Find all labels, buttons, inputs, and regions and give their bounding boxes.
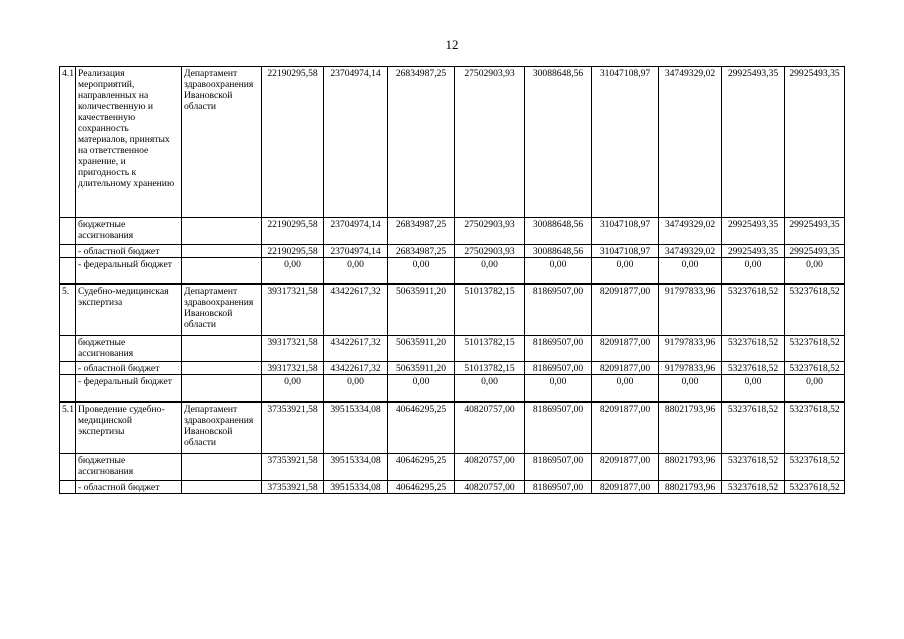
value-cell: 40646295,25 — [388, 481, 455, 494]
table-row — [60, 481, 845, 494]
value-cell: 29925493,35 — [722, 245, 785, 258]
value-cell: 50635911,20 — [388, 284, 455, 336]
value-cell: 53237618,52 — [722, 454, 785, 481]
value-cell: 0,00 — [324, 258, 388, 284]
value-cell: 37353921,58 — [262, 454, 324, 481]
row-department — [182, 336, 262, 362]
row-name: - областной бюджет — [76, 362, 182, 375]
value-cell: 0,00 — [262, 258, 324, 284]
value-cell: 31047108,97 — [592, 218, 659, 245]
row-department: Департамент здравоохранения Ивановской области — [182, 402, 262, 454]
row-index — [60, 481, 76, 494]
value-cell: 82091877,00 — [592, 284, 659, 336]
row-index — [60, 336, 76, 362]
value-cell: 0,00 — [592, 258, 659, 284]
value-cell: 53237618,52 — [785, 481, 845, 494]
value-cell: 39317321,58 — [262, 362, 324, 375]
value-cell: 27502903,93 — [455, 245, 525, 258]
row-department: Департамент здравоохранения Ивановской области — [182, 67, 262, 218]
value-cell: 53237618,52 — [722, 336, 785, 362]
value-cell: 30088648,56 — [525, 245, 592, 258]
row-index: 4.1 — [60, 67, 76, 218]
row-index — [60, 375, 76, 402]
value-cell: 0,00 — [722, 375, 785, 402]
value-cell: 0,00 — [262, 375, 324, 402]
value-cell: 29925493,35 — [785, 218, 845, 245]
value-cell: 53237618,52 — [785, 284, 845, 336]
value-cell: 53237618,52 — [722, 284, 785, 336]
row-name: Судебно-медицинская экспертиза — [76, 284, 182, 336]
value-cell: 82091877,00 — [592, 336, 659, 362]
value-cell: 23704974,14 — [324, 67, 388, 218]
row-index — [60, 362, 76, 375]
value-cell: 39317321,58 — [262, 284, 324, 336]
value-cell: 39515334,08 — [324, 454, 388, 481]
value-cell: 88021793,96 — [659, 454, 722, 481]
value-cell: 0,00 — [659, 258, 722, 284]
value-cell: 22190295,58 — [262, 67, 324, 218]
table-body — [60, 67, 845, 494]
row-name: - федеральный бюджет — [76, 375, 182, 402]
row-index: 5.1 — [60, 402, 76, 454]
value-cell: 50635911,20 — [388, 362, 455, 375]
value-cell: 29925493,35 — [722, 218, 785, 245]
value-cell: 82091877,00 — [592, 454, 659, 481]
value-cell: 50635911,20 — [388, 336, 455, 362]
value-cell: 43422617,32 — [324, 362, 388, 375]
value-cell: 0,00 — [388, 375, 455, 402]
row-department — [182, 362, 262, 375]
value-cell: 0,00 — [659, 375, 722, 402]
value-cell: 27502903,93 — [455, 67, 525, 218]
value-cell: 81869507,00 — [525, 454, 592, 481]
value-cell: 0,00 — [455, 375, 525, 402]
value-cell: 53237618,52 — [785, 454, 845, 481]
value-cell: 53237618,52 — [722, 362, 785, 375]
value-cell: 26834987,25 — [388, 245, 455, 258]
value-cell: 51013782,15 — [455, 362, 525, 375]
value-cell: 26834987,25 — [388, 67, 455, 218]
value-cell: 43422617,32 — [324, 284, 388, 336]
table-row — [60, 375, 845, 402]
value-cell: 81869507,00 — [525, 481, 592, 494]
value-cell: 0,00 — [455, 258, 525, 284]
row-index — [60, 245, 76, 258]
value-cell: 53237618,52 — [722, 481, 785, 494]
value-cell: 34749329,02 — [659, 67, 722, 218]
table-row — [60, 245, 845, 258]
value-cell: 39317321,58 — [262, 336, 324, 362]
value-cell: 53237618,52 — [785, 336, 845, 362]
value-cell: 0,00 — [388, 258, 455, 284]
value-cell: 51013782,15 — [455, 284, 525, 336]
value-cell: 0,00 — [592, 375, 659, 402]
value-cell: 51013782,15 — [455, 336, 525, 362]
value-cell: 34749329,02 — [659, 218, 722, 245]
value-cell: 81869507,00 — [525, 362, 592, 375]
table-row — [60, 454, 845, 481]
row-index — [60, 258, 76, 284]
row-name: Реализация мероприятий, направленных на количественную и качественную сохранность материалов, принятых на ответственное хранение, и пригодность к длительному хранению — [76, 67, 182, 218]
value-cell: 88021793,96 — [659, 481, 722, 494]
value-cell: 0,00 — [525, 375, 592, 402]
value-cell: 0,00 — [785, 258, 845, 284]
budget-table — [59, 66, 845, 494]
value-cell: 40820757,00 — [455, 454, 525, 481]
row-name: бюджетные ассигнования — [76, 336, 182, 362]
row-department — [182, 454, 262, 481]
value-cell: 23704974,14 — [324, 218, 388, 245]
value-cell: 40820757,00 — [455, 481, 525, 494]
value-cell: 22190295,58 — [262, 218, 324, 245]
row-name: Проведение судебно-медицинской экспертизы — [76, 402, 182, 454]
value-cell: 34749329,02 — [659, 245, 722, 258]
row-department — [182, 218, 262, 245]
row-department — [182, 258, 262, 284]
table-row — [60, 362, 845, 375]
value-cell: 82091877,00 — [592, 402, 659, 454]
page-number: 12 — [445, 37, 459, 52]
row-name: бюджетные ассигнования — [76, 218, 182, 245]
value-cell: 0,00 — [785, 375, 845, 402]
value-cell: 0,00 — [722, 258, 785, 284]
value-cell: 39515334,08 — [324, 402, 388, 454]
value-cell: 26834987,25 — [388, 218, 455, 245]
row-name: бюджетные ассигнования — [76, 454, 182, 481]
table-row — [60, 67, 845, 218]
table-row — [60, 218, 845, 245]
table-row — [60, 258, 845, 284]
value-cell: 0,00 — [324, 375, 388, 402]
value-cell: 29925493,35 — [785, 245, 845, 258]
row-department — [182, 245, 262, 258]
row-department — [182, 481, 262, 494]
value-cell: 31047108,97 — [592, 67, 659, 218]
value-cell: 29925493,35 — [785, 67, 845, 218]
value-cell: 88021793,96 — [659, 402, 722, 454]
value-cell: 81869507,00 — [525, 284, 592, 336]
value-cell: 30088648,56 — [525, 218, 592, 245]
value-cell: 0,00 — [525, 258, 592, 284]
value-cell: 82091877,00 — [592, 481, 659, 494]
row-department: Департамент здравоохранения Ивановской области — [182, 284, 262, 336]
value-cell: 37353921,58 — [262, 481, 324, 494]
row-index — [60, 454, 76, 481]
value-cell: 91797833,96 — [659, 362, 722, 375]
value-cell: 53237618,52 — [722, 402, 785, 454]
value-cell: 82091877,00 — [592, 362, 659, 375]
value-cell: 39515334,08 — [324, 481, 388, 494]
row-name: - областной бюджет — [76, 481, 182, 494]
table-row — [60, 402, 845, 454]
value-cell: 53237618,52 — [785, 402, 845, 454]
row-index — [60, 218, 76, 245]
value-cell: 91797833,96 — [659, 284, 722, 336]
value-cell: 40820757,00 — [455, 402, 525, 454]
value-cell: 43422617,32 — [324, 336, 388, 362]
value-cell: 31047108,97 — [592, 245, 659, 258]
value-cell: 29925493,35 — [722, 67, 785, 218]
row-department — [182, 375, 262, 402]
value-cell: 23704974,14 — [324, 245, 388, 258]
row-index: 5. — [60, 284, 76, 336]
value-cell: 27502903,93 — [455, 218, 525, 245]
value-cell: 81869507,00 — [525, 336, 592, 362]
row-name: - федеральный бюджет — [76, 258, 182, 284]
value-cell: 40646295,25 — [388, 454, 455, 481]
value-cell: 37353921,58 — [262, 402, 324, 454]
value-cell: 22190295,58 — [262, 245, 324, 258]
value-cell: 40646295,25 — [388, 402, 455, 454]
table-row — [60, 336, 845, 362]
row-name: - областной бюджет — [76, 245, 182, 258]
table-row — [60, 284, 845, 336]
value-cell: 30088648,56 — [525, 67, 592, 218]
value-cell: 81869507,00 — [525, 402, 592, 454]
value-cell: 53237618,52 — [785, 362, 845, 375]
value-cell: 91797833,96 — [659, 336, 722, 362]
